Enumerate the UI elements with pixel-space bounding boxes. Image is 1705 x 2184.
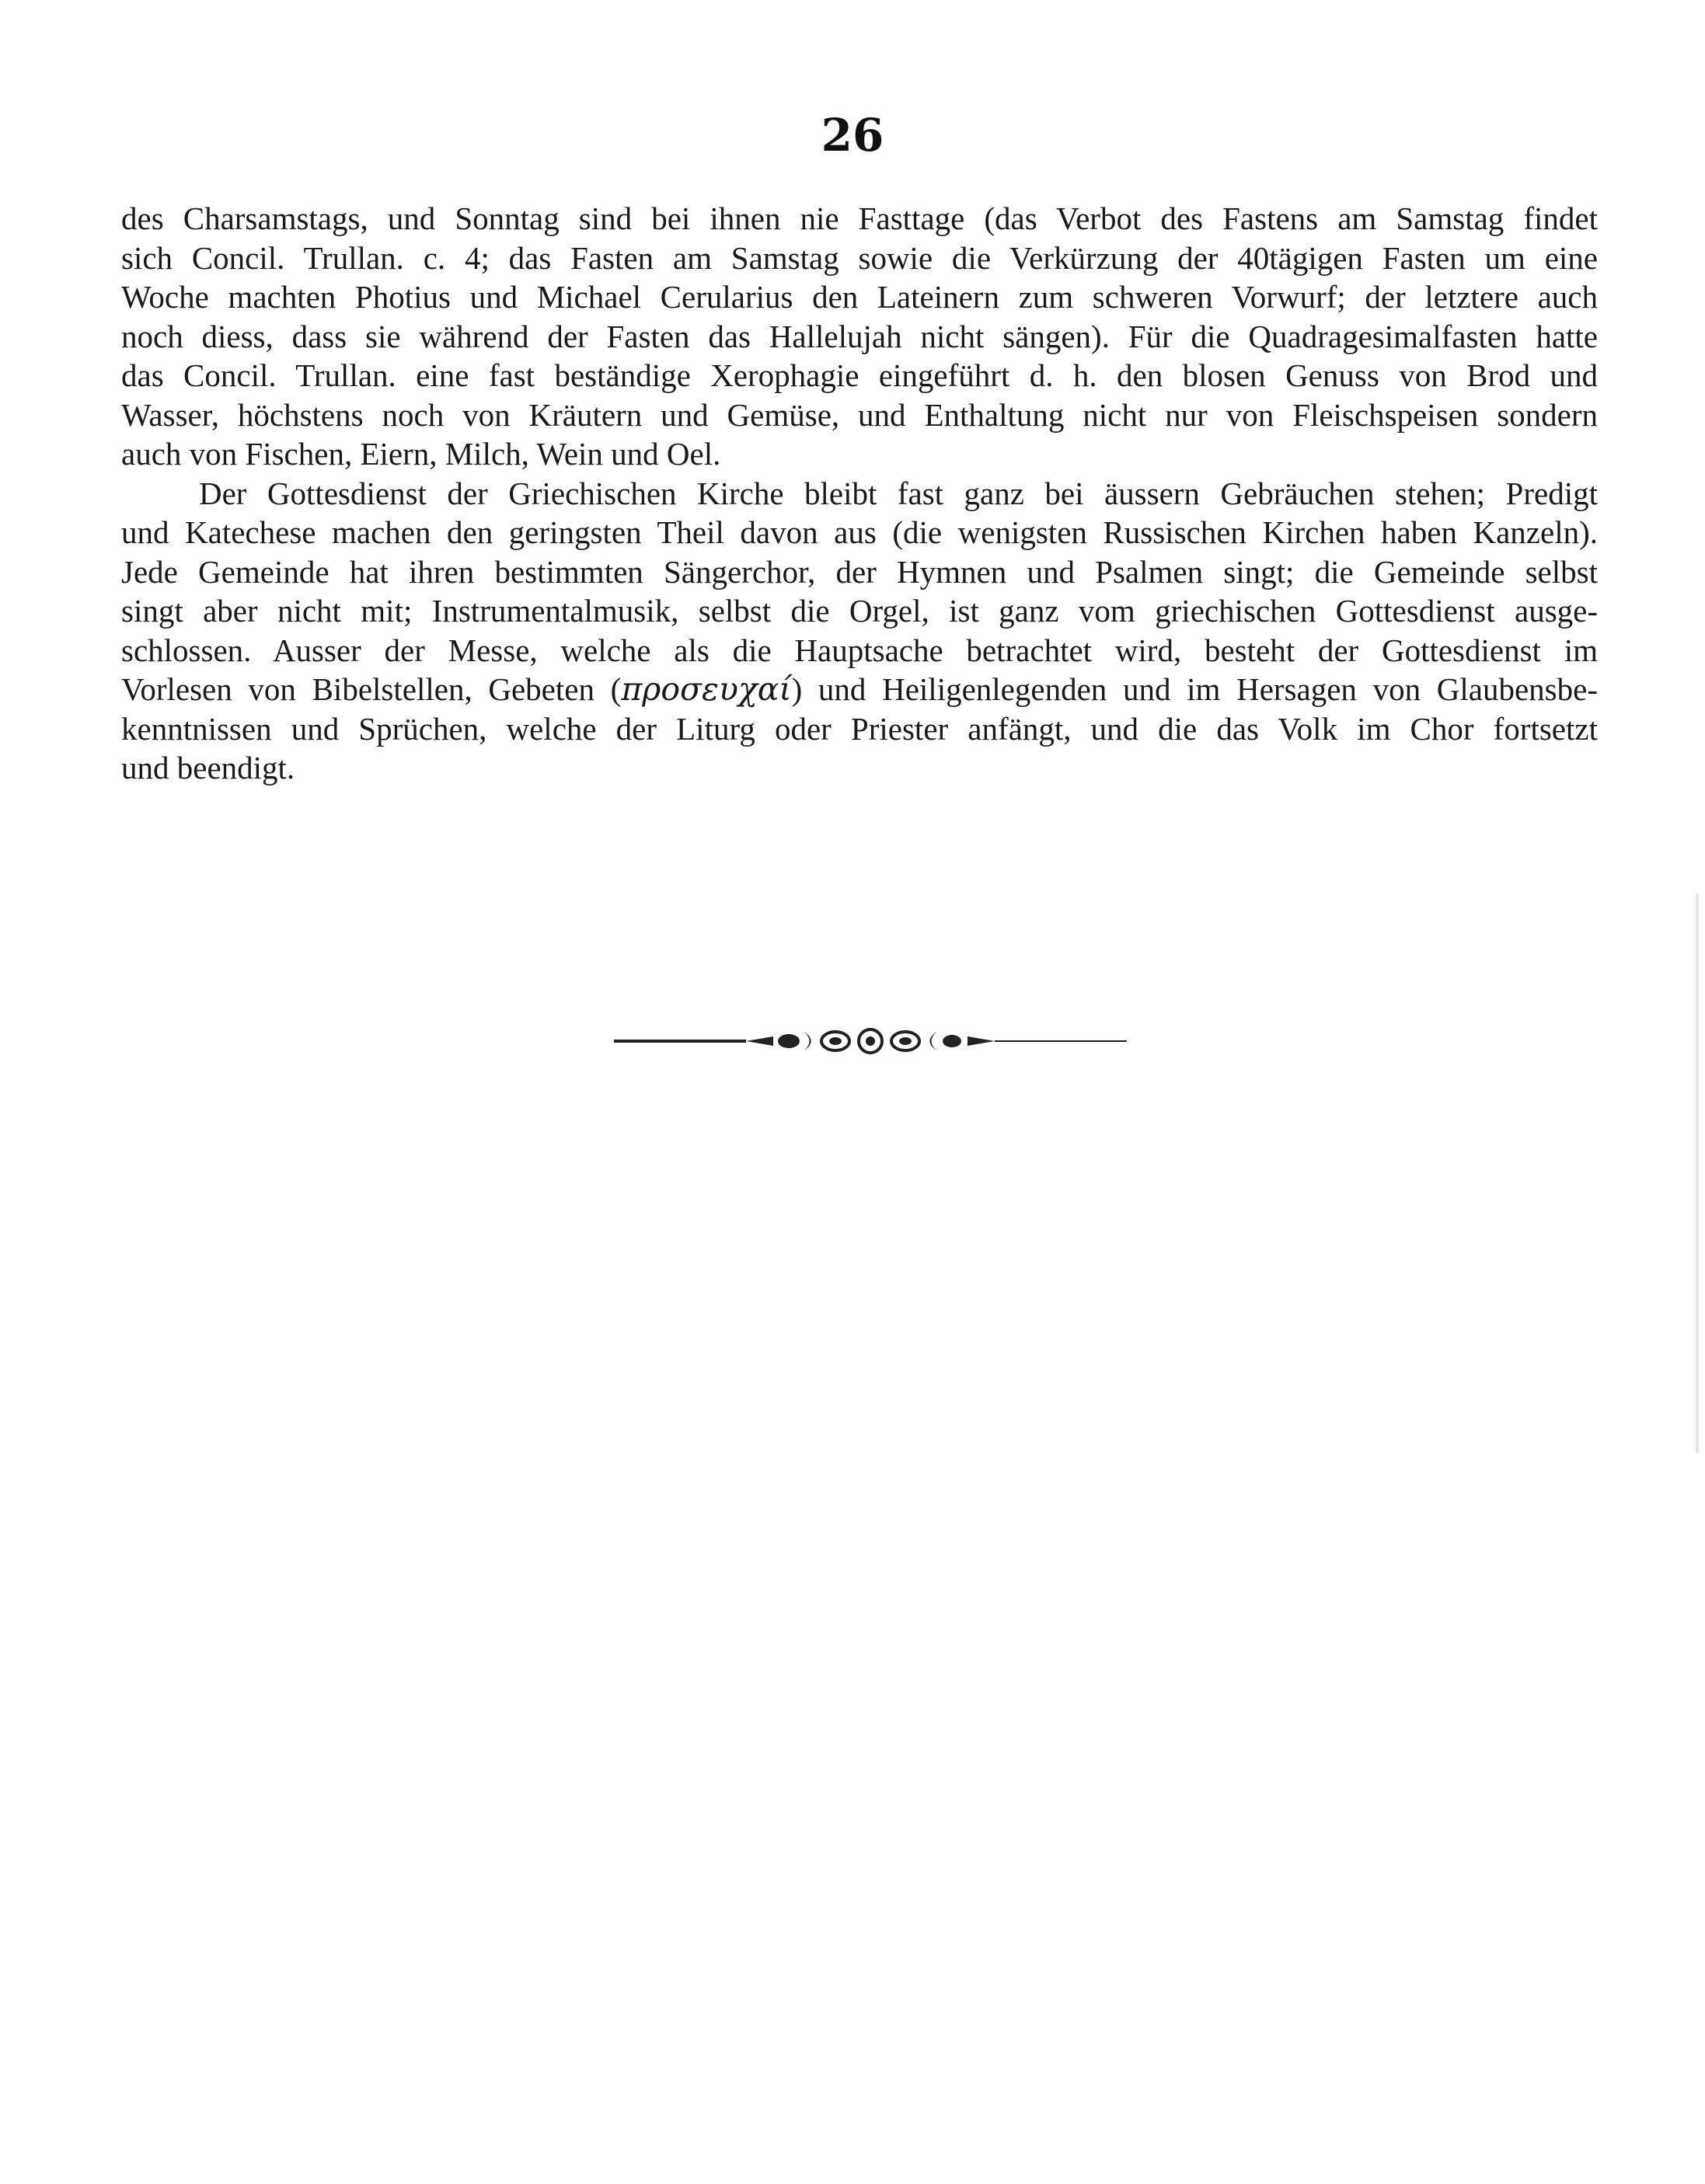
page-edge-shadow: [1696, 893, 1699, 1453]
text-line: und beendigt.: [121, 750, 295, 785]
text-line: des Charsamstags, und Sonntag sind bei ihnen nie Fasttage (das Verbot des Fastens am Samstag findet: [121, 200, 1598, 236]
paragraph-fasting: [121, 199, 1598, 474]
text-line: und Katechese machen den geringsten Theil davon aus (die wenigsten Russischen Kirchen haben Kanzeln).: [121, 514, 1598, 550]
decorative-divider-ornament: [614, 1026, 1127, 1057]
page-number: 26: [821, 109, 884, 162]
text-line: schlossen. Ausser der Messe, welche als die Hauptsache betrachtet wird, besteht der Gottesdienst im: [121, 632, 1598, 668]
text-line: Jede Gemeinde hat ihren bestimmten Sängerchor, der Hymnen und Psalmen singt; die Gemeinde selbst: [121, 553, 1598, 590]
text-line: kenntnissen und Sprüchen, welche der Liturg oder Priester anfängt, und die das Volk im Chor fortsetzt: [121, 710, 1598, 747]
text-line: sich Concil. Trullan. c. 4; das Fasten am Samstag sowie die Verkürzung der 40tägigen Fasten um eine: [121, 239, 1598, 276]
main-text: [121, 199, 1598, 788]
greek-word: προσευχαί: [621, 671, 792, 708]
text-line: noch diess, dass sie während der Fasten das Hallelujah nicht sängen). Für die Quadragesimalfasten hatte: [121, 318, 1598, 354]
text-line: das Concil. Trullan. eine fast beständige Xerophagie eingeführt d. h. den blosen Genuss von Brod und: [121, 357, 1598, 393]
text-line-with-greek: [121, 670, 1598, 709]
paragraph-liturgy: [121, 474, 1598, 788]
text-line: singt aber nicht mit; Instrumentalmusik, selbst die Orgel, ist ganz vom griechischen Gottesdienst ausge-: [121, 593, 1598, 629]
text-line: auch von Fischen, Eiern, Milch, Wein und Oel.: [121, 436, 721, 472]
text-fragment: Vorlesen von Bibelstellen, Gebeten (: [121, 671, 622, 707]
text-line: Der Gottesdienst der Griechischen Kirche bleibt fast ganz bei äussern Gebräuchen stehen; Predigt: [199, 475, 1598, 511]
text-fragment: ) und Heiligenlegenden und im Hersagen von Glaubensbe-: [791, 671, 1598, 707]
text-line: Woche machten Photius und Michael Cerularius den Lateinern zum schweren Vorwurf; der letztere auch: [121, 279, 1598, 315]
text-line: Wasser, höchstens noch von Kräutern und Gemüse, und Enthaltung nicht nur von Fleischspeisen sondern: [121, 396, 1598, 433]
